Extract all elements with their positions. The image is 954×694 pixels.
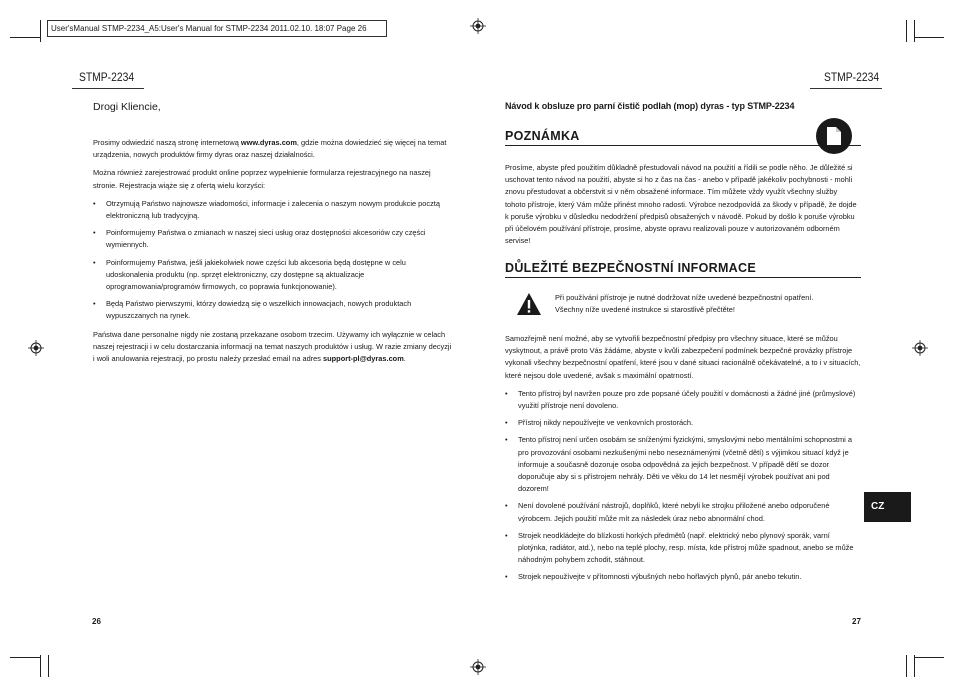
right-model-header: STMP-2234	[824, 70, 880, 84]
list-item: • Strojek nepoužívejte v přítomnosti výbušných nebo hořlavých plynů, pár anebo tekutin.	[505, 571, 861, 583]
left-model-header: STMP-2234	[79, 70, 135, 84]
note-body	[505, 162, 857, 253]
safety-list	[505, 388, 861, 584]
privacy-paragraph: Państwa dane personalne nigdy nie zostaną przekazane osobom trzecim. Używamy ich wyłącznie w celach naszej rejestracji i w celu dostarczania informacji na temat naszych produktów i usług. W razie zmiany decyzji i woli anulowania rejestracji, po prostu należy przesłać email na adres support-pl@dyras.com.	[93, 329, 452, 364]
safety-body	[505, 333, 861, 590]
list-item: • Tento přístroj není určen osobám se sníženými fyzickými, smyslovými nebo mentálními schopnostmi a pro provozování osobami nezkušenými nebo neseznámenými (včetně dětí) s výjimkou situací když je informuje a současně dozoruje osoba odpovědná za jejich bezpečnost. V případě dětí se dozor doporučuje aby si s přístrojem nehrály. Děti ve věku do 14 let nesmějí výrobek používat ani pod dozorem!	[505, 434, 861, 495]
left-body	[93, 137, 453, 371]
registration-mark-icon	[912, 340, 928, 356]
list-item: • Strojek neodkládejte do blízkosti horkých předmětů (např. elektrický nebo plynový sporák, varní plotýnka, radiátor, atd.), nebo na teplé plochy, resp. místa, kde přístroj může spadnout, anebo se může náhodným pohybem zchodit, stáhnout.	[505, 530, 861, 567]
note-paragraph: Prosíme, abyste před použitím důkladně přestudovali návod na použití a řídili se podle něho. Je důležité si uschovat tento návod na použití, abyste si ho z čas na čas - anebo v případě jakékoliv pochybnosti - mohli znovu přestudovat a občerstvit si v něm obsažené informace. Tím můžete vždy využít všechny služby tohoto přístroje, který Vám může přinést mnoho radosti. Výrobce nezodpovídá za škody v případě, že dojde k poruše výrobku v důsledku nedodržení předpisů obsažených v návodě. Pokud by došlo k poruše výrobku při účelovém používání přístroje, prosíme, abyste opravu realizovali pouze v autorizovaném odborném servise!	[505, 163, 857, 246]
warning-box	[555, 292, 855, 316]
document-title: Návod k obsluze pro parní čistič podlah (mop) dyras - typ STMP-2234	[505, 101, 795, 111]
list-item: • Není dovolené používání nástrojů, doplňků, které nebyli ke strojku přiložené anebo odporučené výrobcem. Jejich použití může mít za následek úraz nebo abnormální chod.	[505, 500, 861, 524]
list-item: • Poinformujemy Państwa, jeśli jakiekolwiek nowe części lub akcesoria będą dostępne w celu udoskonalenia produktu (np. sprzęt elektroniczny, czy dostępne są aktualizacje oprogramowania/programów firmowych, co poprawia funkcjonowanie).	[93, 257, 453, 294]
list-item: • Poinformujemy Państwa o zmianach w naszej sieci usług oraz dostępności akcesoriów czy części wymiennych.	[93, 227, 453, 251]
registration-mark-icon	[470, 659, 486, 675]
left-header-rule	[72, 88, 144, 89]
registration-mark-icon	[28, 340, 44, 356]
right-page-number: 27	[852, 617, 861, 626]
website-link[interactable]: www.dyras.com	[240, 138, 297, 147]
safety-intro: Samozřejmě není možné, aby se vytvořili bezpečnostní předpisy pro všechny situace, které se můžou vyskytnout, a právě proto Vás žádáme, abyste v kvůli zabezpečení podmínek bezpečné provázky přístroje vykonali všechny bezpečnostní opatření, které jsou v dané situaci racionálně očekávatelné, a to i v situacích, které nejsou dole uvedené, avšak s maximální opatrností.	[505, 334, 861, 380]
print-slug: User'sManual STMP-2234_A5:User's Manual for STMP-2234 2011.02.10. 18:07 Page 26	[47, 20, 387, 37]
list-item: • Otrzymują Państwo najnowsze wiadomości, informacje i zalecenia o naszym nowym produkcie pocztą elektroniczną lub tradycyjną.	[93, 198, 453, 222]
list-item: • Přístroj nikdy nepoužívejte ve venkovních prostorách.	[505, 417, 861, 429]
warning-line: Při používání přístroje je nutné dodržovat níže uvedené bezpečnostní opatření.	[555, 293, 814, 302]
list-item: • Tento přístroj byl navržen pouze pro zde popsané účely použití v domácnosti a žádné jiné (průmyslové) využití přístroje není dovoleno.	[505, 388, 861, 412]
benefits-list	[93, 198, 453, 323]
list-item: • Będą Państwo pierwszymi, którzy dowiedzą się o wszelkich innowacjach, nowych produktach wypuszczanych na rynek.	[93, 298, 453, 322]
language-tab-cz: CZ	[864, 492, 911, 522]
warning-line: Všechny níže uvedené instrukce si starostlivě přečtěte!	[555, 305, 735, 315]
left-page-number: 26	[92, 617, 101, 626]
intro-paragraph: Prosimy odwiedzić naszą stronę internetową www.dyras.com, gdzie można dowiedzieć się więcej na temat urządzenia, nowych produktów firmy dyras oraz naszej działalności.	[93, 138, 447, 160]
support-email-link[interactable]: support-pl@dyras.com	[323, 354, 404, 364]
registration-mark-icon	[470, 18, 486, 34]
greeting: Drogi Kliencie,	[93, 101, 161, 113]
right-header-rule	[810, 88, 882, 89]
note-heading: POZNÁMKA	[505, 129, 861, 146]
document-page-icon	[816, 118, 852, 154]
warning-triangle-icon	[516, 292, 542, 316]
safety-heading: DŮLEŽITÉ BEZPEČNOSTNÍ INFORMACE	[505, 261, 861, 278]
registration-paragraph: Można również zarejestrować produkt online poprzez wypełnienie formularza rejestracyjnego na naszej stronie. Rejestracja wiąże się z ofertą wielu korzyści:	[93, 168, 431, 190]
